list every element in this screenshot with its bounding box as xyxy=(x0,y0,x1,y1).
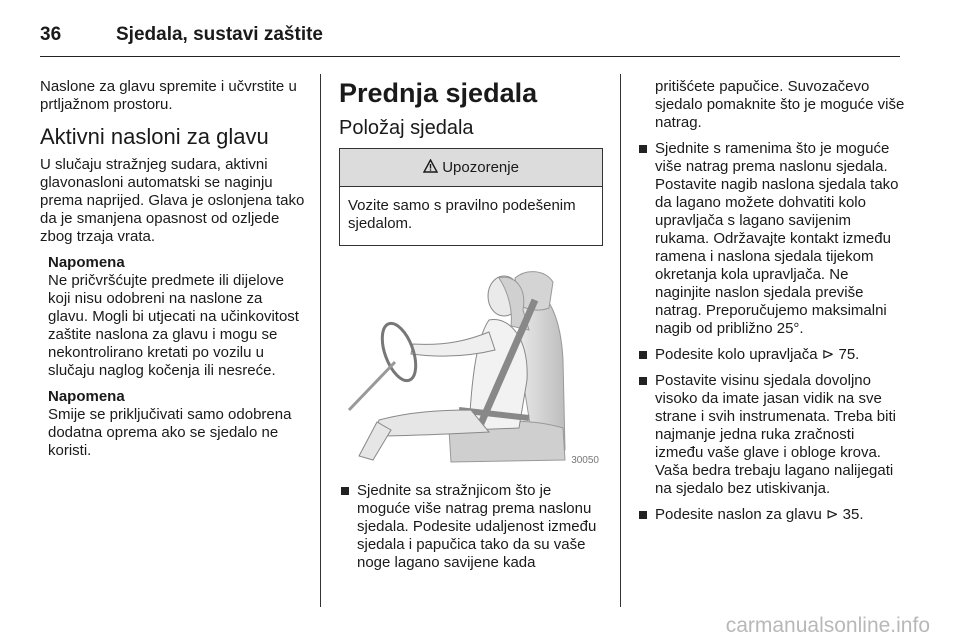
bullet-square-icon xyxy=(639,351,647,359)
warning-header xyxy=(340,149,602,187)
column-divider-right xyxy=(620,74,621,607)
section-heading-front-seats: Prednja sjedala xyxy=(339,78,538,108)
note-2 xyxy=(48,388,305,460)
column-3 xyxy=(637,78,905,532)
bullet-item xyxy=(637,346,905,364)
subheading-seat-position: Položaj sjedala xyxy=(339,117,474,139)
warning-title: Upozorenje xyxy=(442,159,519,176)
note-title: Napomena xyxy=(48,388,125,405)
section-body: U slučaju stražnjeg sudara, aktivni glavonasloni automatski se naginju prema naprijed. Glava je oslonjena tako da je smanjena opasnost od ozljede zbog trzaja vrata. xyxy=(40,156,305,245)
column-1 xyxy=(40,78,305,468)
bullet-square-icon xyxy=(639,145,647,153)
note-text: Smije se priključivati samo odobrena dodatna oprema ako se sjedalo ne koristi. xyxy=(48,406,292,459)
bullet-item xyxy=(637,506,905,524)
seat-position-illustration xyxy=(339,260,601,470)
legs xyxy=(375,410,489,436)
bullet-square-icon xyxy=(639,511,647,519)
note-title: Napomena xyxy=(48,254,125,271)
figure-code: 30050 xyxy=(571,455,599,466)
bullet-square-icon xyxy=(341,487,349,495)
bullet-text: Podesite naslon za glavu ⊳ 35. xyxy=(655,506,864,523)
note-text: Ne pričvršćujte predmete ili dijelove koji nisu odobreni na naslone za glavu. Mogli bi utjecati na učinkovitost zaštite naslona za glavu i mogu se nekontrolirano kretati po vozilu u slučaju naglog kočenja ili nesreće. xyxy=(48,272,299,379)
watermark: carmanualsonline.info xyxy=(725,614,930,637)
bullet-text: Postavite visinu sjedala dovoljno visoko da imate jasan vidik na sve strane i svih instrumenata. Treba biti najmanje jedna ruka zračnosti između vaše glave i obloge krova. Vaša bedra trebaju lagano nalijegati na sjedalo bez utiskivanja. xyxy=(655,372,896,497)
warning-triangle-icon xyxy=(423,159,438,173)
page-header xyxy=(40,18,900,57)
bullet-text: Sjednite sa stražnjicom što je moguće više natrag prema naslonu sjedala. Podesite udaljenost između sjedala i papučica tako da su vaše noge lagano savijene kada xyxy=(357,482,597,571)
intro-paragraph: Naslone za glavu spremite i učvrstite u prtljažnom prostoru. xyxy=(40,78,297,113)
page-number: 36 xyxy=(40,24,62,45)
column-2 xyxy=(339,78,601,580)
bullet-text: Podesite kolo upravljača ⊳ 75. xyxy=(655,346,860,363)
arm xyxy=(411,332,495,356)
bullet-item xyxy=(637,372,905,498)
note-1 xyxy=(48,254,305,380)
bullet-item xyxy=(637,140,905,338)
driver-seat-figure xyxy=(339,260,601,470)
bullet-square-icon xyxy=(639,377,647,385)
continued-text: pritišćete papučice. Suvozačevo sjedalo pomaknite što je moguće više natrag. xyxy=(655,78,905,131)
section-heading-active-headrests: Aktivni nasloni za glavu xyxy=(40,124,269,149)
column-divider-left xyxy=(320,74,321,607)
page-title: Sjedala, sustavi zaštite xyxy=(116,24,323,45)
warning-box xyxy=(339,148,603,246)
bullet-item xyxy=(339,482,601,572)
bullet-text: Sjednite s ramenima što je moguće više natrag prema naslonu sjedala. Postavite nagib naslona sjedala tako da lagano možete dohvatiti kolo upravljača s lagano savijenim rukama. Održavajte kontakt između ramena i naslona sjedala tijekom okretanja kola upravljača. Ne naginjite naslon sjedala previše natrag. Preporučujemo maksimalni nagib od približno 25°. xyxy=(655,140,899,337)
warning-text: Vozite samo s pravilno podešenim sjedalom. xyxy=(348,197,576,232)
